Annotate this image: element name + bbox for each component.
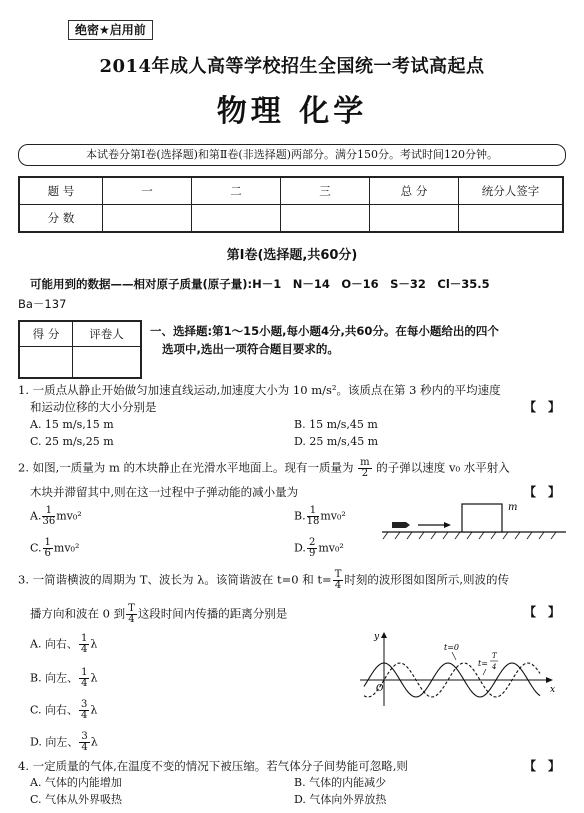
atomic-mass-line2: Ba－137 <box>18 297 67 311</box>
grader-box <box>18 320 142 379</box>
grader-score-label: 得 分 <box>19 321 73 347</box>
wave-t0-label: t=0 <box>444 643 460 652</box>
score-input-cell[interactable] <box>103 205 192 233</box>
subject-title: 物理 化学 <box>216 94 368 129</box>
q2-text-b: 的子弹以速度 v₀ 水平射入 <box>376 460 510 475</box>
score-input-cell[interactable] <box>370 205 459 233</box>
q3-text-a: 3. 一简谐横波的周期为 T、波长为 λ。该简谐波在 t=0 和 t= <box>18 572 332 587</box>
wave-tT4-label-prefix: t= <box>478 659 488 668</box>
q2-answer-bracket[interactable]: 【 】 <box>523 485 560 499</box>
part1-title: 第Ⅰ卷(选择题,共60分) <box>226 248 358 263</box>
q3-option-a[interactable]: A. 向右、 $\frac{1}{4}$ λ <box>30 633 98 655</box>
confidential-badge: 绝密★启用前 <box>68 20 153 40</box>
section-instructions-line1: 一、选择题:第1～15小题,每小题4分,共60分。在每小题给出的四个 <box>150 324 499 338</box>
q4-option-d[interactable]: D. 气体向外界放热 <box>294 793 387 806</box>
score-table-score-row <box>19 205 563 233</box>
q4-option-a[interactable]: A. 气体的内能增加 <box>30 776 122 789</box>
q1-option-b[interactable]: B. 15 m/s,45 m <box>294 418 378 431</box>
q4-option-c[interactable]: C. 气体从外界吸热 <box>30 793 123 806</box>
y-axis-arrow <box>381 632 387 638</box>
q4-option-b[interactable]: B. 气体的内能减少 <box>294 776 387 789</box>
q1-option-a[interactable]: A. 15 m/s,15 m <box>30 418 114 431</box>
exam-notice: 本试卷分第Ⅰ卷(选择题)和第Ⅱ卷(非选择题)两部分。满分150分。考试时间120分钟。 <box>18 144 566 166</box>
q1-answer-bracket[interactable]: 【 】 <box>523 400 560 414</box>
q2-option-b[interactable]: B. $\frac{1}{18}$ mv₀² <box>294 505 346 527</box>
score-header-cell: 三 <box>281 177 370 205</box>
wave-tT4-den: 4 <box>492 663 497 671</box>
score-header-cell: 二 <box>192 177 281 205</box>
q2-option-a[interactable]: A. $\frac{1}{36}$ mv₀² <box>30 505 82 527</box>
q3-option-d[interactable]: D. 向左、 $\frac{3}{4}$ λ <box>30 731 98 753</box>
grader-name-label: 评卷人 <box>73 321 142 347</box>
question-3-line2: 播方向和波在 0 到 $\frac{T}{4}$ 这段时间内传播的距离分别是 【 】 <box>30 603 560 625</box>
score-row-label: 分 数 <box>19 205 103 233</box>
q2-text-a: 2. 如图,一质量为 m 的木块静止在光滑水平地面上。现有一质量为 <box>18 460 354 475</box>
wave-tT4-num: T <box>492 652 497 660</box>
q2-text-line2: 木块并滞留其中,则在这一过程中子弹动能的减小量为 <box>30 485 299 499</box>
q2-option-d[interactable]: D. $\frac{2}{9}$ mv₀² <box>294 537 344 559</box>
q1-option-d[interactable]: D. 25 m/s,45 m <box>294 435 379 448</box>
score-header-cell: 总 分 <box>370 177 459 205</box>
score-input-cell[interactable] <box>192 205 281 233</box>
score-table <box>18 176 564 233</box>
q2-bullet-block-figure <box>380 498 570 542</box>
x-axis-arrow <box>546 677 553 683</box>
grader-score-input[interactable] <box>19 347 73 379</box>
q3-answer-bracket[interactable]: 【 】 <box>523 605 560 619</box>
section-instructions <box>150 322 570 358</box>
q3-text-b: 时刻的波形图如图所示,则波的传 <box>344 572 510 587</box>
q4-text: 4. 一定质量的气体,在温度不变的情况下被压缩。若气体分子间势能可忽略,则 <box>18 759 408 773</box>
q3-text-d: 这段时间内传播的距离分别是 <box>137 606 288 621</box>
velocity-arrowhead <box>444 522 451 528</box>
q3-option-b[interactable]: B. 向左、 $\frac{1}{4}$ λ <box>30 667 98 689</box>
score-table-header-row <box>19 177 563 205</box>
q3-wave-figure <box>352 628 562 708</box>
y-axis-label: y <box>374 632 380 642</box>
block-mass-label: m <box>508 502 518 513</box>
wave-tT4-pointer <box>483 669 486 675</box>
origin-label: O <box>376 684 384 694</box>
bullet-shape <box>392 522 410 528</box>
q3-option-c[interactable]: C. 向右、 $\frac{3}{4}$ λ <box>30 699 98 721</box>
q3-time-fraction: $\frac{T}{4}$ <box>334 569 342 591</box>
ground-hatching <box>383 532 556 539</box>
exam-title: 2014年成人高等学校招生全国统一考试高起点 <box>99 56 485 77</box>
section-instructions-line2: 选项中,选出一项符合题目要求的。 <box>162 342 339 356</box>
question-4-line1 <box>18 758 568 775</box>
q1-line1: 1. 一质点从静止开始做匀加速直线运动,加速度大小为 10 m/s²。该质点在第 3 秒内的平均速度 <box>18 383 501 397</box>
question-3-line1 <box>18 570 568 591</box>
grader-name-input[interactable] <box>73 347 142 379</box>
q4-answer-bracket[interactable]: 【 】 <box>523 759 560 773</box>
question-1 <box>18 382 568 416</box>
score-header-cell: 题 号 <box>19 177 103 205</box>
atomic-mass-line1: 可能用到的数据——相对原子质量(原子量):H－1 N－14 O－16 S－32 Cl－35.5 <box>30 277 490 291</box>
q1-option-c[interactable]: C. 25 m/s,25 m <box>30 435 114 448</box>
x-axis-label: x <box>550 685 556 695</box>
q3-text-c: 播方向和波在 0 到 <box>30 606 126 621</box>
score-input-cell[interactable] <box>281 205 370 233</box>
question-2-line1 <box>18 458 568 479</box>
score-header-cell: 一 <box>103 177 192 205</box>
wave-t0-pointer <box>452 652 456 660</box>
wood-block <box>462 504 502 532</box>
q1-line2: 和运动位移的大小分别是 <box>30 400 157 414</box>
score-input-cell[interactable] <box>459 205 564 233</box>
score-header-cell: 统分人签字 <box>459 177 564 205</box>
q2-option-c[interactable]: C. $\frac{1}{6}$ mv₀² <box>30 537 80 559</box>
q2-mass-fraction: $\frac{m}{2}$ <box>360 457 370 479</box>
